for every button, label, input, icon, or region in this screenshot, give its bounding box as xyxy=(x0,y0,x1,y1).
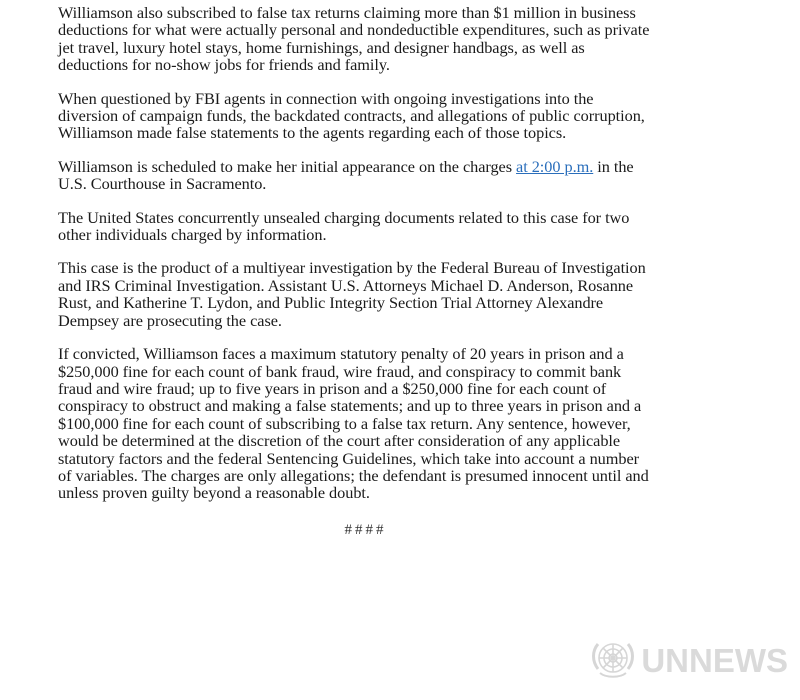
paragraph-false-statements xyxy=(58,90,758,142)
unnews-watermark xyxy=(590,635,788,686)
paragraph-tax-returns xyxy=(58,4,758,74)
text-line: Dempsey are prosecuting the case. xyxy=(58,310,282,330)
text-line: deductions for what were actually personal and nondeductible expenditures, such as private xyxy=(58,20,650,40)
text-line: diversion of campaign funds, the backdated contracts, and allegations of public corruption, xyxy=(58,106,645,126)
text-line: If convicted, Williamson faces a maximum statutory penalty of 20 years in prison and a xyxy=(58,344,624,364)
end-marker: #### xyxy=(344,521,387,538)
time-link[interactable]: at 2:00 p.m. xyxy=(516,156,594,176)
paragraph-penalties xyxy=(58,345,758,502)
text-line: unless proven guilty beyond a reasonable doubt. xyxy=(58,483,370,503)
text-line: of variables. The charges are only allegations; the defendant is presumed innocent until and xyxy=(58,465,649,485)
un-emblem-icon xyxy=(590,635,636,686)
press-release-body xyxy=(58,4,758,539)
paragraph-unsealed-documents xyxy=(58,209,758,244)
text-line: fraud and wire fraud; up to five years in prison and a $250,000 fine for each count of xyxy=(58,378,607,398)
text-line: jet travel, luxury hotel stays, home furnishings, and designer handbags, as well as xyxy=(58,37,585,57)
text-line: statutory factors and the federal Sentencing Guidelines, which take into account a number xyxy=(58,448,640,468)
paragraph-investigation xyxy=(58,259,758,329)
text-line: and IRS Criminal Investigation. Assistant U.S. Attorneys Michael D. Anderson, Rosanne xyxy=(58,275,634,295)
text-line: The United States concurrently unsealed charging documents related to this case for two xyxy=(58,207,630,227)
text-line: U.S. Courthouse in Sacramento. xyxy=(58,174,267,194)
text-line: $250,000 fine for each count of bank fraud, wire fraud, and conspiracy to commit bank xyxy=(58,361,622,381)
text-line: Rust, and Katherine T. Lydon, and Public Integrity Section Trial Attorney Alexandre xyxy=(58,293,604,313)
text-line: Williamson also subscribed to false tax returns claiming more than $1 million in business xyxy=(58,3,636,22)
text-line: Williamson made false statements to the agents regarding each of those topics. xyxy=(58,123,567,143)
text-segment: Williamson is scheduled to make her initial appearance on the charges xyxy=(58,156,517,176)
text-line: conspiracy to obstruct and making a false statements; and up to three years in prison and a xyxy=(58,396,642,416)
text-line: When questioned by FBI agents in connection with ongoing investigations into the xyxy=(58,88,594,108)
text-line xyxy=(58,158,758,175)
text-line: would be determined at the discretion of the court after consideration of any applicable xyxy=(58,431,621,451)
watermark-text: UNNEWS xyxy=(641,641,788,679)
text-line: deductions for no-show jobs for friends and family. xyxy=(58,55,390,75)
text-line: This case is the product of a multiyear investigation by the Federal Bureau of Investigation xyxy=(58,258,646,278)
text-line: other individuals charged by information. xyxy=(58,225,327,245)
text-segment: in the xyxy=(593,156,634,176)
text-line: $100,000 fine for each count of subscribing to a false tax return. Any sentence, however, xyxy=(58,413,631,433)
paragraph-initial-appearance xyxy=(58,158,758,193)
